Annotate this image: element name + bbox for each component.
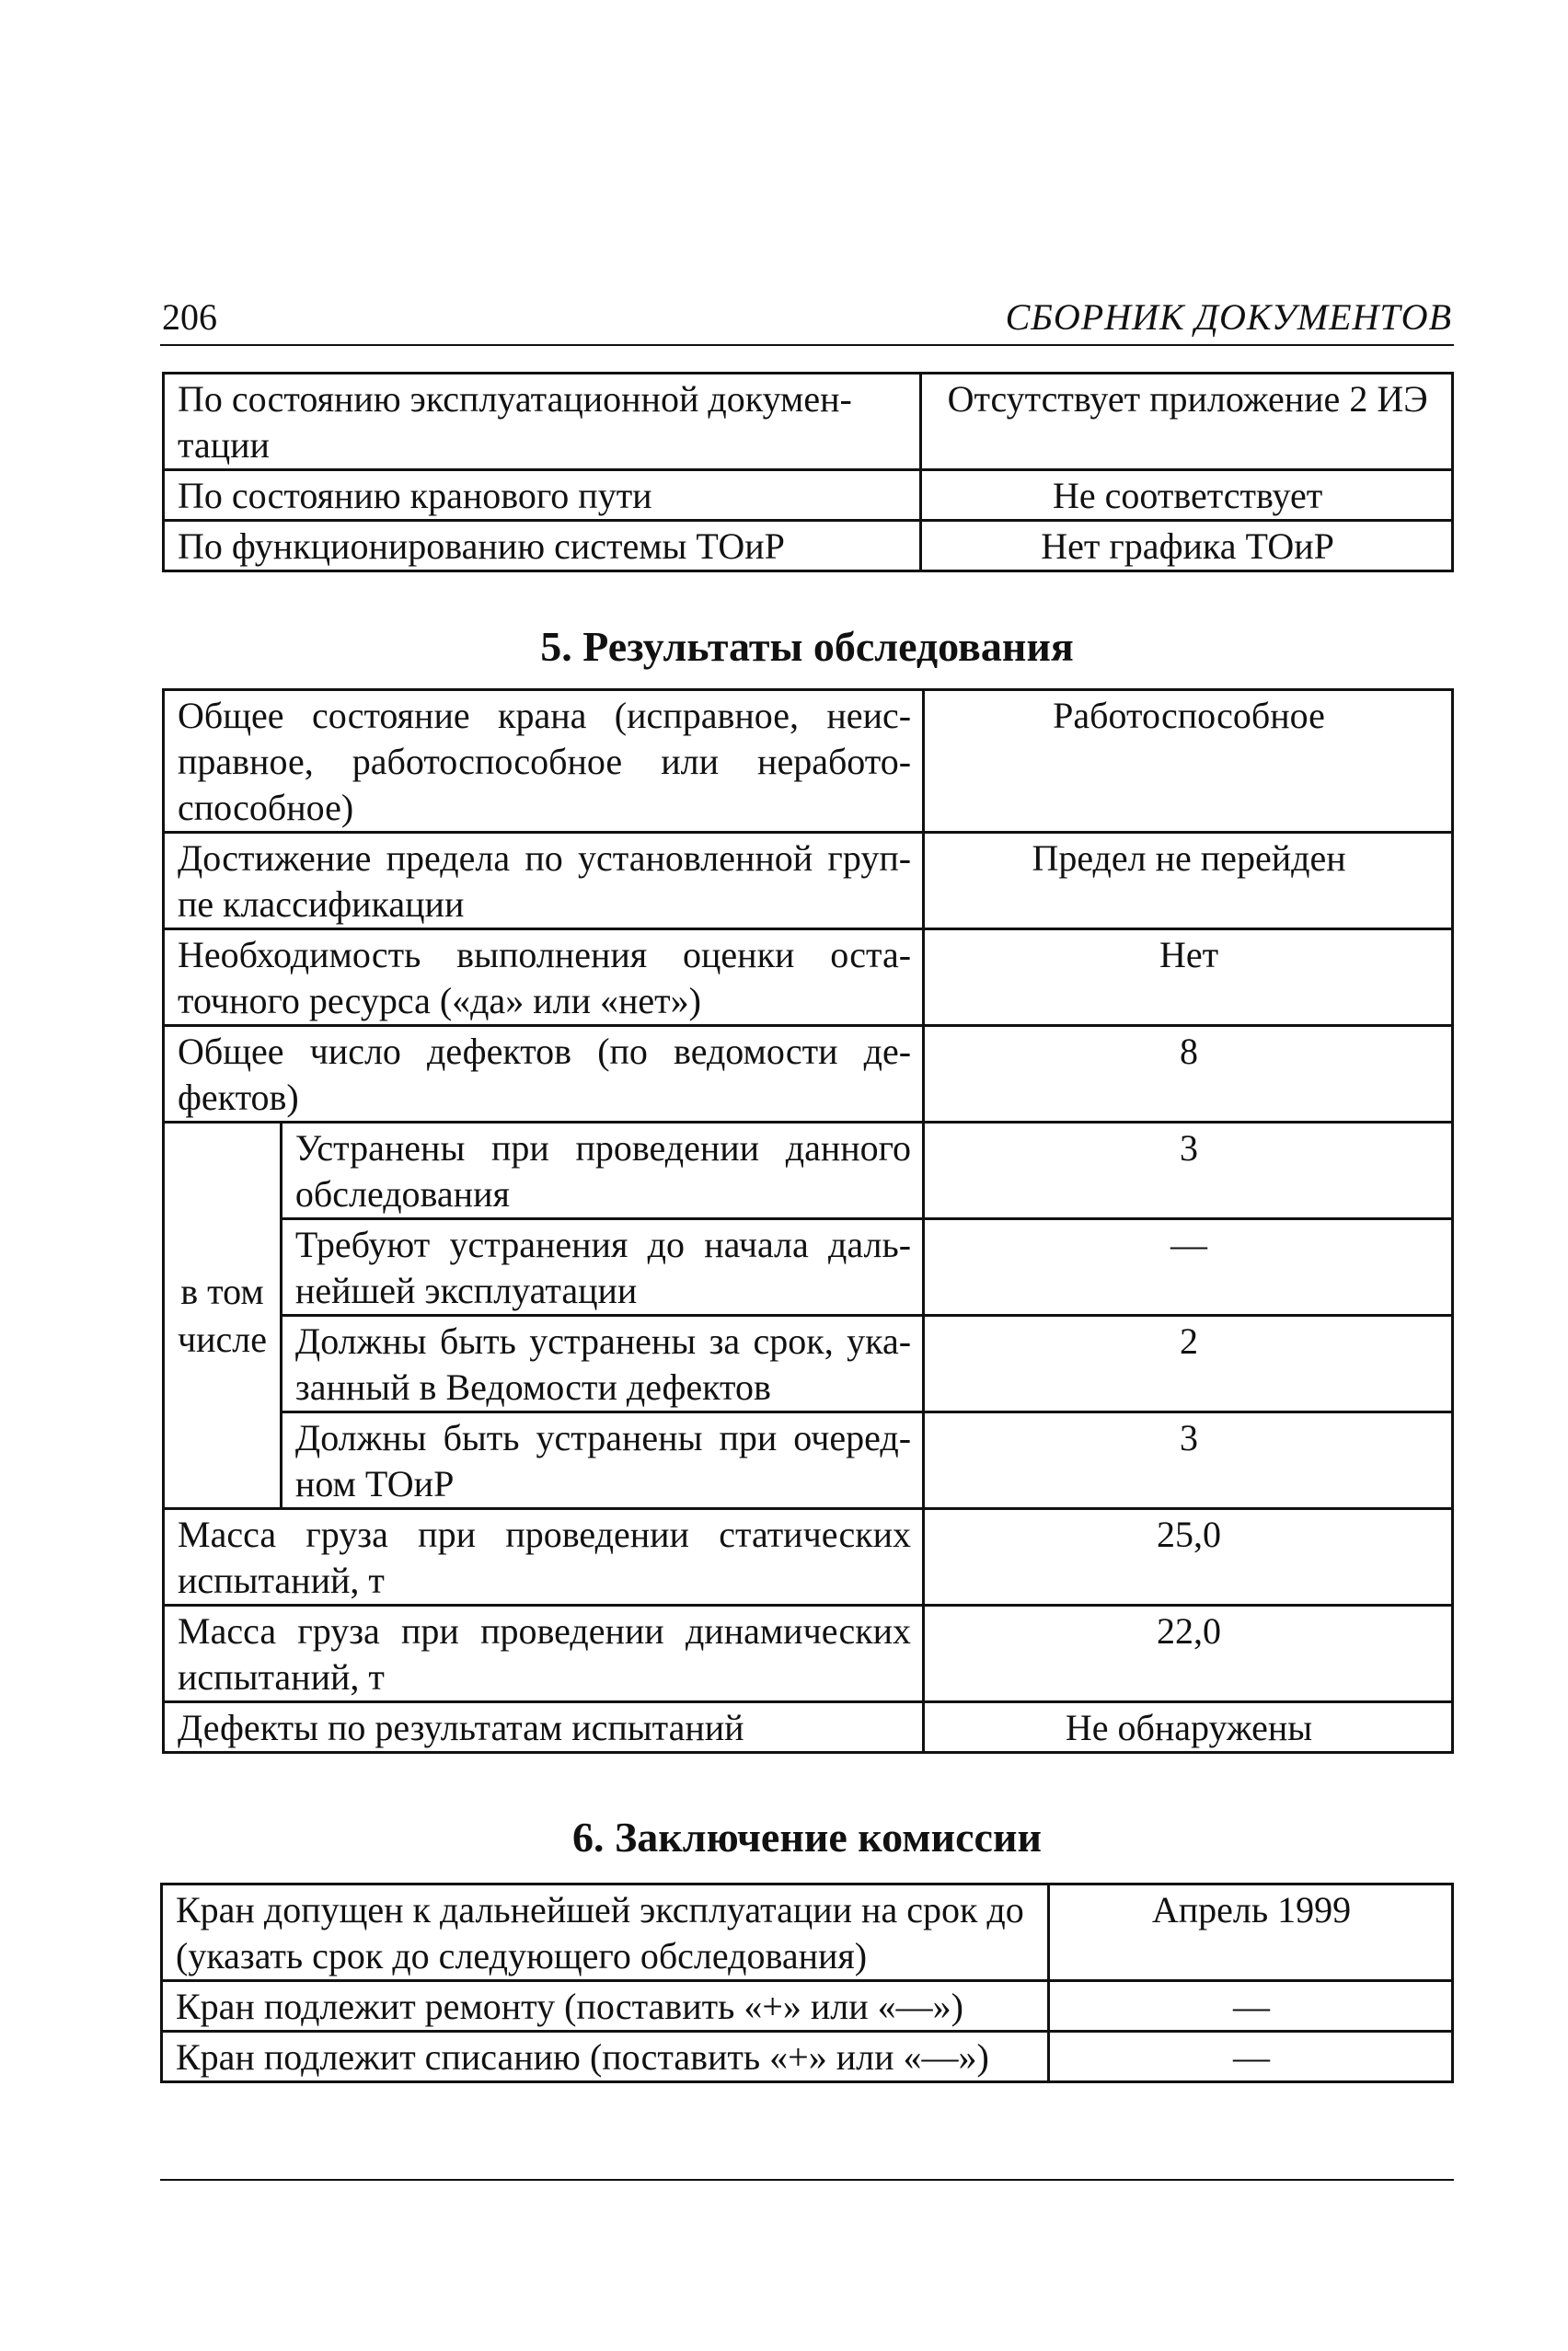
row-value: 22,0 [924,1606,1453,1702]
row-value: Нет графика ТОиР [921,521,1453,571]
table-row [164,521,1453,571]
row-value: 8 [924,1026,1453,1123]
table-row [162,2032,1453,2082]
row-label: Общее состояние крана (исправное, неис-правное, работоспособное или неработо-способное) [164,690,924,833]
table-row [164,1412,1453,1509]
row-value: Отсутствует приложение 2 ИЭ [921,374,1453,470]
results-table [162,688,1454,1754]
row-label: Должны быть устранены за срок, ука-занный в Ведомости дефектов [281,1316,923,1412]
table-row [164,929,1453,1026]
row-label: По функционированию системы ТОиР [164,521,921,571]
row-value: — [1048,1981,1452,2032]
row-value: Апрель 1999 [1048,1884,1452,1981]
row-value: 25,0 [924,1509,1453,1606]
page-header [160,294,1454,346]
row-label: Общее число дефектов (по ведомости де-фектов) [164,1026,924,1123]
row-value: Работоспособное [924,690,1453,833]
row-value: Не обнаружены [924,1702,1453,1753]
row-value: 2 [924,1316,1453,1412]
table-row [162,1981,1453,2032]
row-label: Масса груза при проведении статических испытаний, т [164,1509,924,1606]
row-label: Должны быть устранены при очеред-ном ТОиР [281,1412,923,1509]
table-row [164,1123,1453,1219]
table-row [164,1606,1453,1702]
row-label: Требуют устранения до начала даль-нейшей эксплуатации [281,1219,923,1316]
footer-rule [160,2179,1454,2181]
section-title-results: 5. Результаты обследования [540,623,1074,670]
table-row [162,1884,1453,1981]
table-row [164,833,1453,929]
row-value: 3 [924,1412,1453,1509]
table-row [164,374,1453,470]
status-table [162,372,1454,572]
running-title: СБОРНИК ДОКУМЕНТОВ [1005,296,1452,338]
row-value: — [1048,2032,1452,2082]
table-row [164,1026,1453,1123]
conclusion-table [160,1883,1454,2083]
table-row [164,1316,1453,1412]
row-label: Достижение предела по установленной груп-пе классификации [164,833,924,929]
row-label: Кран допущен к дальнейшей эксплуатации на срок до (указать срок до следующего обследования) [162,1884,1049,1981]
page-number: 206 [162,296,217,338]
row-label: Необходимость выполнения оценки оста-точного ресурса («да» или «нет») [164,929,924,1026]
section-title-conclusion: 6. Заключение комиссии [572,1814,1042,1861]
table-row [164,690,1453,833]
table-row [164,470,1453,521]
table-row [164,1509,1453,1606]
row-value: — [924,1219,1453,1316]
row-label: По состоянию эксплуатационной докумен-тации [164,374,921,470]
table-row [164,1702,1453,1753]
row-value: Не соответствует [921,470,1453,521]
row-label: Устранены при проведении данного обследования [281,1123,923,1219]
row-label: Масса груза при проведении динамических испытаний, т [164,1606,924,1702]
row-label: Дефекты по результатам испытаний [164,1702,924,1753]
table-row [164,1219,1453,1316]
row-label: Кран подлежит списанию (поставить «+» или «—») [162,2032,1049,2082]
row-value: Предел не перейден [924,833,1453,929]
row-value: Нет [924,929,1453,1026]
row-value: 3 [924,1123,1453,1219]
subgroup-side-label: в том числе [164,1123,282,1509]
row-label: По состоянию кранового пути [164,470,921,521]
row-label: Кран подлежит ремонту (поставить «+» или «—») [162,1981,1049,2032]
